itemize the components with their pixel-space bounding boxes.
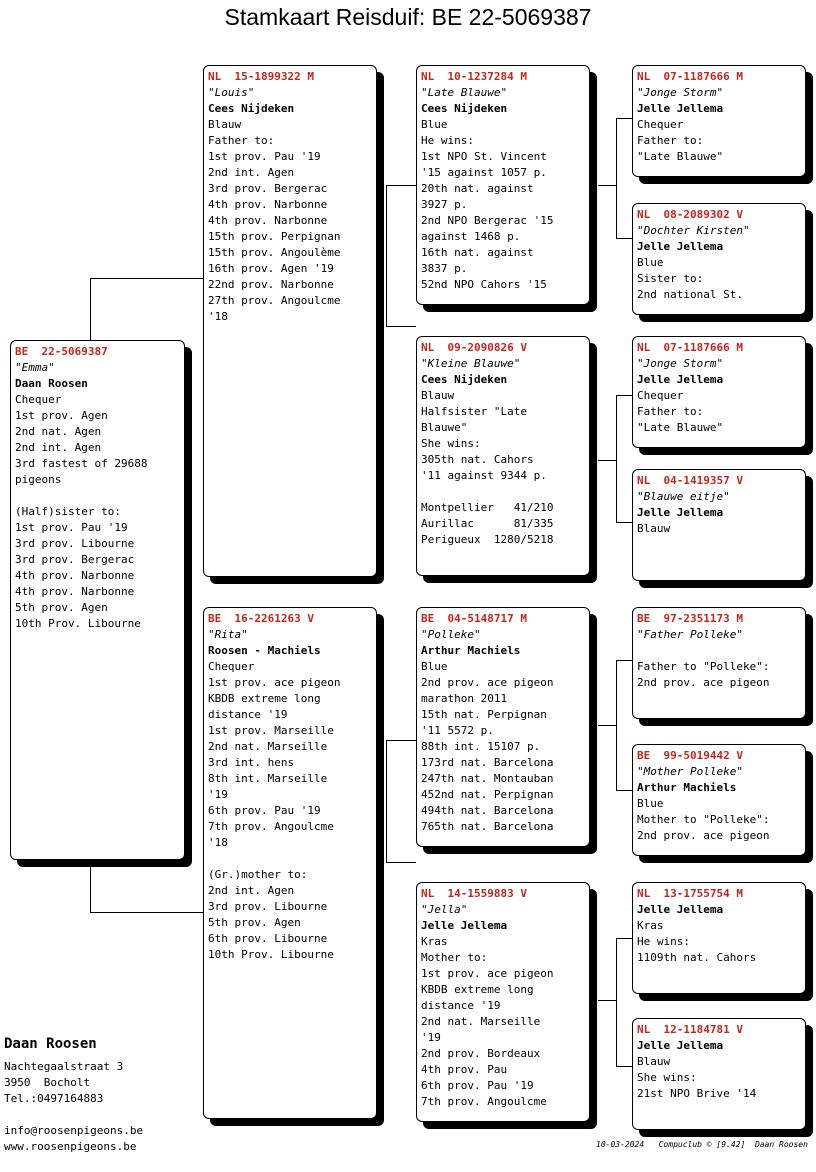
detail-line: 15th prov. Angoulème bbox=[208, 246, 341, 259]
owner-email-link[interactable]: info@roosenpigeons.be bbox=[4, 1124, 144, 1137]
detail-line: 10th Prov. Libourne bbox=[208, 948, 334, 961]
detail-line: Kras bbox=[637, 919, 664, 932]
detail-line: Blauw bbox=[637, 522, 671, 535]
pigeon-details bbox=[208, 659, 372, 963]
ring-number: BE 22-5069387 bbox=[15, 345, 108, 358]
detail-line: KBDB extreme long bbox=[208, 692, 321, 705]
ring-number: NL 04-1419357 V bbox=[637, 474, 743, 487]
detail-line bbox=[421, 484, 585, 500]
ring-number: NL 07-1187666 M bbox=[637, 70, 743, 83]
detail-line: 2nd nat. Agen bbox=[15, 425, 102, 438]
connector-line bbox=[616, 238, 632, 239]
detail-line: 3rd fastest of 29688 bbox=[15, 457, 148, 470]
mother-pigeon-card bbox=[203, 607, 377, 1119]
detail-line: '18 bbox=[208, 310, 228, 323]
detail-line: 3rd int. hens bbox=[208, 756, 295, 769]
detail-line: Blauwe" bbox=[421, 421, 468, 434]
detail-line: 22nd prov. Narbonne bbox=[208, 278, 334, 291]
detail-line: 8th int. Marseille bbox=[208, 772, 328, 785]
breeder-name: Jelle Jellema bbox=[637, 102, 724, 115]
pigeon-details bbox=[637, 117, 801, 165]
detail-line: 494th nat. Barcelona bbox=[421, 804, 554, 817]
detail-line: '11 against 9344 p. bbox=[421, 469, 547, 482]
detail-line: 5th prov. Agen bbox=[208, 916, 301, 929]
ring-number: BE 04-5148717 M bbox=[421, 612, 527, 625]
detail-line: 2nd int. Agen bbox=[208, 166, 295, 179]
pigeon-name: "Rita" bbox=[208, 628, 248, 641]
pigeon-name: "Kleine Blauwe" bbox=[421, 357, 521, 370]
detail-line: 2nd NPO Bergerac '15 bbox=[421, 214, 554, 227]
pigeon-details bbox=[208, 117, 372, 325]
owner-city: 3950 Bocholt bbox=[4, 1076, 91, 1089]
connector-line bbox=[616, 395, 617, 523]
detail-line: 15th prov. Perpignan bbox=[208, 230, 341, 243]
ring-number: NL 12-1184781 V bbox=[637, 1023, 743, 1036]
detail-line: 1st prov. ace pigeon bbox=[208, 676, 341, 689]
detail-line bbox=[637, 643, 801, 659]
print-stamp: 10-03-2024 Compuclub © [9.42] Daan Roosen bbox=[596, 1140, 808, 1149]
detail-line: '19 bbox=[208, 788, 228, 801]
detail-line: Mother to: bbox=[421, 951, 488, 964]
breeder-name: Jelle Jellema bbox=[637, 1039, 724, 1052]
detail-line: 21st NPO Brive '14 bbox=[637, 1087, 757, 1100]
detail-line: 3927 p. bbox=[421, 198, 468, 211]
ring-number: NL 14-1559883 V bbox=[421, 887, 527, 900]
connector-line bbox=[90, 912, 204, 913]
detail-line: 2nd prov. ace pigeon bbox=[637, 676, 770, 689]
pigeon-details bbox=[637, 643, 801, 691]
pigeon-details bbox=[421, 388, 585, 548]
subject-pigeon-card bbox=[10, 340, 185, 860]
detail-line: 247th nat. Montauban bbox=[421, 772, 554, 785]
connector-line bbox=[616, 938, 632, 939]
detail-line: Perigueux 1280/5218 bbox=[421, 533, 554, 546]
connector-line bbox=[386, 185, 387, 327]
detail-line: 16th prov. Agen '19 bbox=[208, 262, 334, 275]
detail-line: 2nd int. Agen bbox=[208, 884, 295, 897]
detail-line: 7th prov. Angoulcme bbox=[208, 820, 334, 833]
breeder-name: Cees Nijdeken bbox=[421, 373, 508, 386]
mother-mother-card bbox=[416, 882, 590, 1122]
detail-line: 2nd prov. Bordeaux bbox=[421, 1047, 541, 1060]
connector-line bbox=[90, 278, 204, 279]
detail-line: 5th prov. Agen bbox=[15, 601, 108, 614]
pigeon-details bbox=[637, 388, 801, 436]
mother-father-card bbox=[416, 607, 590, 847]
detail-line: Chequer bbox=[15, 393, 62, 406]
detail-line: 1st prov. Marseille bbox=[208, 724, 334, 737]
connector-line bbox=[616, 395, 632, 396]
pigeon-details bbox=[637, 918, 801, 966]
detail-line: Blue bbox=[421, 118, 448, 131]
connector-line bbox=[386, 740, 387, 862]
connector-line bbox=[598, 185, 616, 186]
detail-line: "Late Blauwe" bbox=[637, 421, 724, 434]
connector-line bbox=[598, 1000, 616, 1001]
ring-number: NL 10-1237284 M bbox=[421, 70, 527, 83]
detail-line: '18 bbox=[208, 836, 228, 849]
ring-number: NL 15-1899322 M bbox=[208, 70, 314, 83]
detail-line: 3rd prov. Bergerac bbox=[208, 182, 328, 195]
detail-line: 2nd int. Agen bbox=[15, 441, 102, 454]
detail-line: 52nd NPO Cahors '15 bbox=[421, 278, 547, 291]
mfm-card bbox=[632, 744, 806, 856]
detail-line: Blauw bbox=[637, 1055, 671, 1068]
detail-line: Father to: bbox=[208, 134, 275, 147]
pigeon-name: "Jonge Storm" bbox=[637, 357, 724, 370]
detail-line: distance '19 bbox=[421, 999, 501, 1012]
breeder-name: Arthur Machiels bbox=[421, 644, 521, 657]
detail-line: 6th prov. Libourne bbox=[208, 932, 328, 945]
breeder-name: Jelle Jellema bbox=[421, 919, 508, 932]
pigeon-details bbox=[421, 117, 585, 293]
detail-line: 2nd prov. ace pigeon bbox=[637, 829, 770, 842]
pigeon-details bbox=[637, 1054, 801, 1102]
connector-line bbox=[616, 660, 632, 661]
detail-line: Blue bbox=[421, 660, 448, 673]
detail-line: 16th nat. against bbox=[421, 246, 534, 259]
detail-line: Chequer bbox=[637, 389, 684, 402]
mmf-card bbox=[632, 882, 806, 994]
detail-line: 3rd prov. Libourne bbox=[208, 900, 328, 913]
detail-line: Blauw bbox=[208, 118, 242, 131]
pigeon-name: "Dochter Kirsten" bbox=[637, 224, 750, 237]
pigeon-name: "Emma" bbox=[15, 361, 55, 374]
breeder-name: Jelle Jellema bbox=[637, 373, 724, 386]
fff-card bbox=[632, 65, 806, 177]
detail-line: 6th prov. Pau '19 bbox=[208, 804, 321, 817]
pigeon-name: "Mother Polleke" bbox=[637, 765, 743, 778]
detail-line: 2nd nat. Marseille bbox=[421, 1015, 541, 1028]
father-father-card bbox=[416, 65, 590, 305]
breeder-name: Daan Roosen bbox=[15, 377, 88, 390]
detail-line: (Gr.)mother to: bbox=[208, 868, 308, 881]
father-pigeon-card bbox=[203, 65, 377, 577]
fmm-card bbox=[632, 469, 806, 581]
connector-line bbox=[616, 660, 617, 790]
breeder-name: Jelle Jellema bbox=[637, 506, 724, 519]
pigeon-details bbox=[421, 934, 585, 1110]
connector-line bbox=[616, 118, 617, 238]
detail-line: 27th prov. Angoulcme bbox=[208, 294, 341, 307]
detail-line: 1109th nat. Cahors bbox=[637, 951, 757, 964]
detail-line: marathon 2011 bbox=[421, 692, 508, 705]
breeder-name: Roosen - Machiels bbox=[208, 644, 321, 657]
pigeon-details bbox=[637, 796, 801, 844]
detail-line: Father to: bbox=[637, 405, 704, 418]
pigeon-name: "Jonge Storm" bbox=[637, 86, 724, 99]
detail-line: 1st prov. Pau '19 bbox=[15, 521, 128, 534]
ring-number: NL 07-1187666 M bbox=[637, 341, 743, 354]
detail-line: 2nd nat. Marseille bbox=[208, 740, 328, 753]
ffm-card bbox=[632, 203, 806, 315]
breeder-name: Jelle Jellema bbox=[637, 240, 724, 253]
breeder-name: Arthur Machiels bbox=[637, 781, 737, 794]
pigeon-details bbox=[637, 521, 801, 537]
connector-line bbox=[598, 725, 616, 726]
connector-line bbox=[616, 938, 617, 1066]
detail-line: 305th nat. Cahors bbox=[421, 453, 534, 466]
pigeon-name: "Jella" bbox=[421, 903, 468, 916]
detail-line: 20th nat. against bbox=[421, 182, 534, 195]
owner-phone: Tel.:0497164883 bbox=[4, 1092, 104, 1105]
detail-line: '15 against 1057 p. bbox=[421, 166, 547, 179]
detail-line: pigeons bbox=[15, 473, 62, 486]
pigeon-name: "Late Blauwe" bbox=[421, 86, 508, 99]
detail-line: '19 bbox=[421, 1031, 441, 1044]
pigeon-name: "Father Polleke" bbox=[637, 628, 743, 641]
ring-number: BE 97-2351173 M bbox=[637, 612, 743, 625]
fmf-card bbox=[632, 336, 806, 448]
connector-line bbox=[598, 460, 616, 461]
detail-line bbox=[208, 851, 372, 867]
detail-line: 4th prov. Pau bbox=[421, 1063, 508, 1076]
pigeon-details bbox=[15, 392, 180, 632]
ring-number: NL 08-2089302 V bbox=[637, 208, 743, 221]
detail-line: 10th Prov. Libourne bbox=[15, 617, 141, 630]
detail-line: Kras bbox=[421, 935, 448, 948]
detail-line: 4th prov. Narbonne bbox=[208, 214, 328, 227]
detail-line: 1st prov. Agen bbox=[15, 409, 108, 422]
detail-line: Father to: bbox=[637, 134, 704, 147]
breeder-name: Jelle Jellema bbox=[637, 903, 724, 916]
detail-line: 88th int. 15107 p. bbox=[421, 740, 541, 753]
detail-line: 4th prov. Narbonne bbox=[208, 198, 328, 211]
connector-line bbox=[616, 118, 632, 119]
detail-line: 3rd prov. Libourne bbox=[15, 537, 135, 550]
ring-number: BE 99-5019442 V bbox=[637, 749, 743, 762]
detail-line: Blue bbox=[637, 797, 664, 810]
detail-line: "Late Blauwe" bbox=[637, 150, 724, 163]
detail-line: Father to "Polleke": bbox=[637, 660, 770, 673]
detail-line: Chequer bbox=[208, 660, 255, 673]
connector-line bbox=[90, 278, 91, 340]
detail-line: Mother to "Polleke": bbox=[637, 813, 770, 826]
connector-line bbox=[616, 1066, 632, 1067]
detail-line: Halfsister "Late bbox=[421, 405, 527, 418]
pigeon-name: "Louis" bbox=[208, 86, 255, 99]
connector-line bbox=[386, 185, 416, 186]
owner-website-link[interactable]: www.roosenpigeons.be bbox=[4, 1140, 137, 1153]
detail-line: 1st prov. ace pigeon bbox=[421, 967, 554, 980]
detail-line: He wins: bbox=[421, 134, 474, 147]
connector-line bbox=[616, 790, 632, 791]
connector-line bbox=[386, 740, 416, 741]
ring-number: NL 09-2090826 V bbox=[421, 341, 527, 354]
detail-line: 765th nat. Barcelona bbox=[421, 820, 554, 833]
mmm-card bbox=[632, 1018, 806, 1130]
detail-line: She wins: bbox=[637, 1071, 697, 1084]
owner-name: Daan Roosen bbox=[4, 1036, 97, 1052]
pigeon-name: "Polleke" bbox=[421, 628, 481, 641]
detail-line: Blauw bbox=[421, 389, 455, 402]
detail-line: KBDB extreme long bbox=[421, 983, 534, 996]
detail-line: 452nd nat. Perpignan bbox=[421, 788, 554, 801]
detail-line: 3837 p. bbox=[421, 262, 468, 275]
connector-line bbox=[386, 326, 416, 327]
detail-line: Blue bbox=[637, 256, 664, 269]
detail-line: Aurillac 81/335 bbox=[421, 517, 554, 530]
father-mother-card bbox=[416, 336, 590, 576]
ring-number: BE 16-2261263 V bbox=[208, 612, 314, 625]
detail-line: Montpellier 41/210 bbox=[421, 501, 554, 514]
breeder-name: Cees Nijdeken bbox=[208, 102, 295, 115]
breeder-name: Cees Nijdeken bbox=[421, 102, 508, 115]
detail-line: 7th prov. Angoulcme bbox=[421, 1095, 547, 1108]
mff-card bbox=[632, 607, 806, 719]
detail-line bbox=[15, 488, 180, 504]
detail-line: 3rd prov. Bergerac bbox=[15, 553, 135, 566]
detail-line: 2nd prov. ace pigeon bbox=[421, 676, 554, 689]
detail-line: 15th nat. Perpignan bbox=[421, 708, 547, 721]
detail-line: 4th prov. Narbonne bbox=[15, 585, 135, 598]
connector-line bbox=[90, 860, 91, 912]
detail-line: Chequer bbox=[637, 118, 684, 131]
detail-line: distance '19 bbox=[208, 708, 288, 721]
detail-line: 173rd nat. Barcelona bbox=[421, 756, 554, 769]
page-title: Stamkaart Reisduif: BE 22-5069387 bbox=[224, 4, 592, 30]
connector-line bbox=[386, 862, 416, 863]
pigeon-details bbox=[421, 659, 585, 835]
owner-street: Nachtegaalstraat 3 bbox=[4, 1060, 124, 1073]
ring-number: NL 13-1755754 M bbox=[637, 887, 743, 900]
detail-line: 4th prov. Narbonne bbox=[15, 569, 135, 582]
detail-line: 1st NPO St. Vincent bbox=[421, 150, 547, 163]
pigeon-details bbox=[637, 255, 801, 303]
detail-line: (Half)sister to: bbox=[15, 505, 121, 518]
detail-line: He wins: bbox=[637, 935, 690, 948]
detail-line: 6th prov. Pau '19 bbox=[421, 1079, 534, 1092]
pigeon-name: "Blauwe eitje" bbox=[637, 490, 730, 503]
connector-line bbox=[616, 522, 632, 523]
detail-line: Sister to: bbox=[637, 272, 704, 285]
detail-line: '11 5572 p. bbox=[421, 724, 494, 737]
detail-line: She wins: bbox=[421, 437, 481, 450]
detail-line: 2nd national St. bbox=[637, 288, 743, 301]
detail-line: against 1468 p. bbox=[421, 230, 521, 243]
detail-line: 1st prov. Pau '19 bbox=[208, 150, 321, 163]
